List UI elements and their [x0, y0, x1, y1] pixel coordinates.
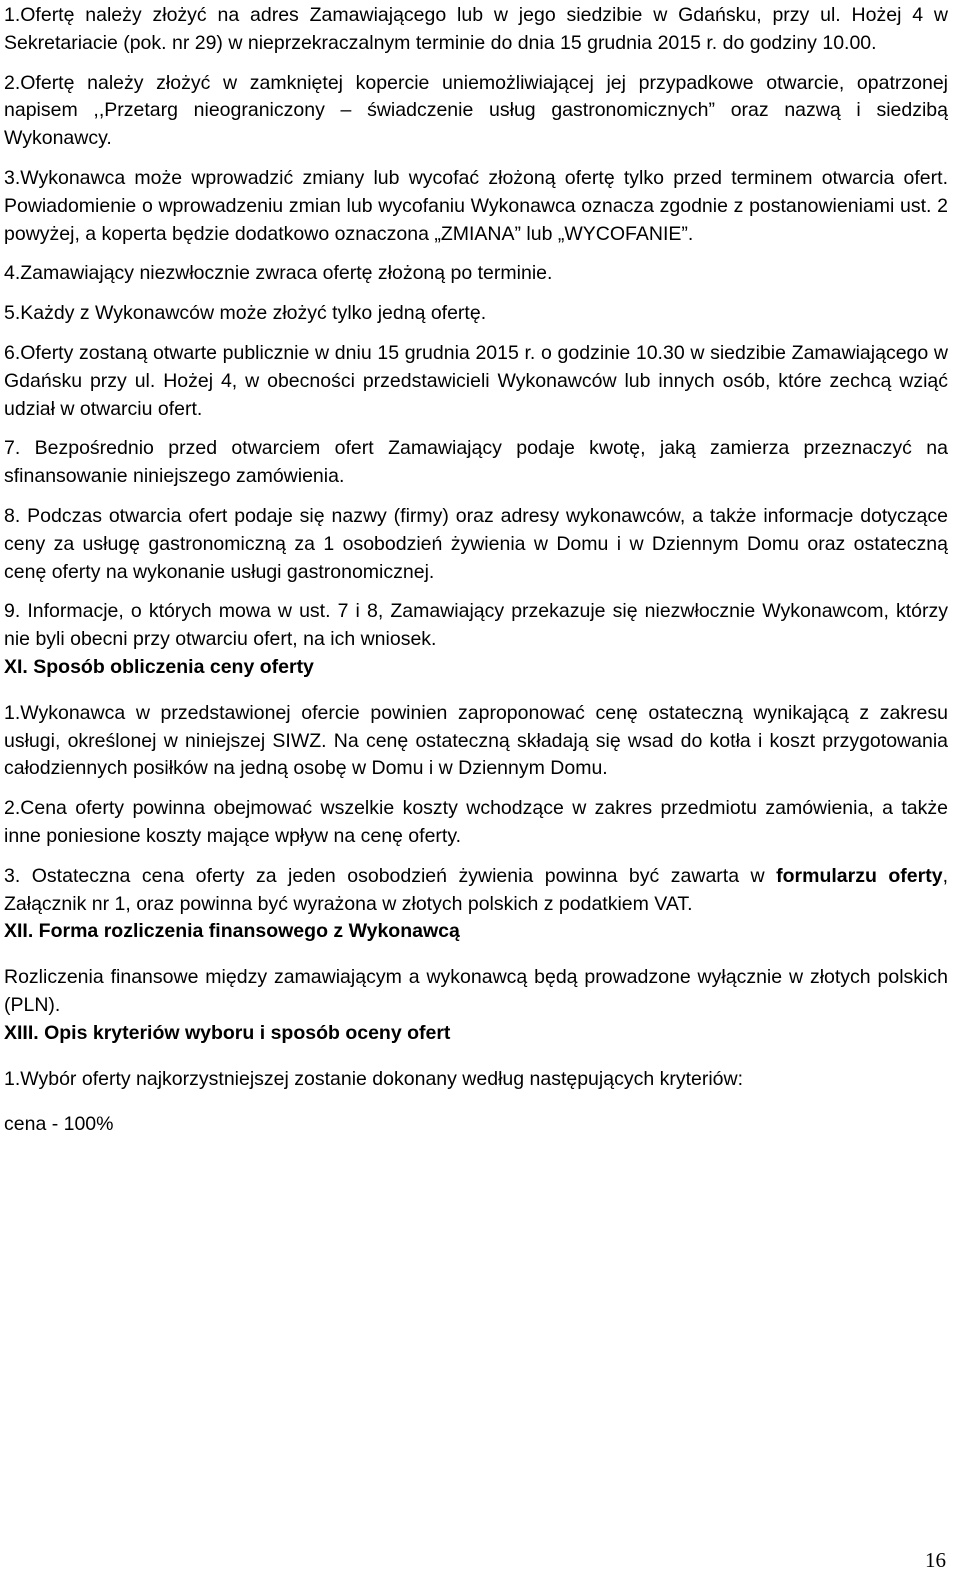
paragraph-xi-3-text-end: , Załącznik nr 1, oraz powinna być wyrażona w złotych polskich z podatkiem VAT.: [4, 864, 948, 915]
formularz-oferty-emphasis: formularzu oferty: [776, 864, 943, 887]
paragraph-x-6: 6.Oferty zostaną otwarte publicznie w dniu 15 grudnia 2015 r. o godzinie 10.30 w siedzibie Zamawiającego w Gdańsku przy ul. Hożej 4, w obecności przedstawicieli Wykonawców lub innych osób, które zechcą wziąć udział w otwarciu ofert.: [4, 341, 948, 420]
section-heading-xi: XI. Sposób obliczenia ceny oferty: [4, 655, 314, 678]
page-number: 16: [925, 1548, 946, 1572]
paragraph-xiii-2: cena - 100%: [4, 1113, 114, 1136]
section-heading-xiii: XIII. Opis kryteriów wyboru i sposób oceny ofert: [4, 1021, 451, 1044]
paragraph-xi-2: 2.Cena oferty powinna obejmować wszelkie koszty wchodzące w zakres przedmiotu zamówienia, a także inne poniesione koszty mające wpływ na cenę oferty.: [4, 797, 948, 847]
paragraph-xii-1: Rozliczenia finansowe między zamawiającym a wykonawcą będą prowadzone wyłącznie w złotych polskich (PLN).: [4, 966, 948, 1016]
paragraph-x-8: 8. Podczas otwarcia ofert podaje się nazwy (firmy) oraz adresy wykonawców, a także informacje dotyczące ceny za usługę gastronomiczną za 1 osobodzień żywienia w Domu i w Dziennym Domu oraz ostateczną cenę oferty na wykonanie usługi gastronomicznej.: [4, 504, 948, 583]
section-heading-xii: XII. Forma rozliczenia finansowego z Wykonawcą: [4, 920, 460, 943]
paragraph-xi-1: 1.Wykonawca w przedstawionej ofercie powinien zaproponować cenę ostateczną wynikającą z zakresu usługi, określonej w niniejszej SIWZ. Na cenę ostateczną składają się wsad do kotła i koszt przygotowania całodziennych posiłków na jedną osobę w Domu i w Dziennym Domu.: [4, 701, 948, 780]
paragraph-x-7: 7. Bezpośrednio przed otwarciem ofert Zamawiający podaje kwotę, jaką zamierza przeznaczyć na sfinansowanie niniejszego zamówienia.: [4, 437, 948, 488]
paragraph-xi-3-text-start: 3. Ostateczna cena oferty za jeden osobodzień żywienia powinna być zawarta w: [4, 864, 777, 887]
document-page: [4, 2, 948, 1139]
paragraph-x-2: 2.Ofertę należy złożyć w zamkniętej kopercie uniemożliwiającej jej przypadkowe otwarcie, opatrzonej napisem ,,Przetarg nieograniczony – świadczenie usług gastronomicznych” oraz nazwą i siedzibą Wykonawcy.: [4, 71, 948, 150]
paragraph-xi-3: [4, 863, 948, 919]
paragraph-x-4: 4.Zamawiający niezwłocznie zwraca ofertę złożoną po terminie.: [4, 262, 553, 285]
paragraph-x-3: 3.Wykonawca może wprowadzić zmiany lub wycofać złożoną ofertę tylko przed terminem otwarcia ofert. Powiadomienie o wprowadzeniu zmian lub wycofaniu Wykonawca oznacza zgodnie z postanowieniami ust. 2 powyżej, a koperta będzie dodatkowo oznaczona „ZMIANA” lub „WYCOFANIE”.: [4, 166, 948, 245]
paragraph-x-1: 1.Ofertę należy złożyć na adres Zamawiającego lub w jego siedzibie w Gdańsku, przy ul. Hożej 4 w Sekretariacie (pok. nr 29) w nieprzekraczalnym terminie do dnia 15 grudnia 2015 r. do godziny 10.00.: [4, 4, 948, 54]
paragraph-x-9: 9. Informacje, o których mowa w ust. 7 i 8, Zamawiający przekazuje się niezwłocznie Wykonawcom, którzy nie byli obecni przy otwarciu ofert, na ich wniosek.: [4, 600, 948, 651]
paragraph-xiii-1: 1.Wybór oferty najkorzystniejszej zostanie dokonany według następujących kryteriów:: [4, 1067, 744, 1090]
paragraph-x-5: 5.Każdy z Wykonawców może złożyć tylko jedną ofertę.: [4, 302, 487, 325]
